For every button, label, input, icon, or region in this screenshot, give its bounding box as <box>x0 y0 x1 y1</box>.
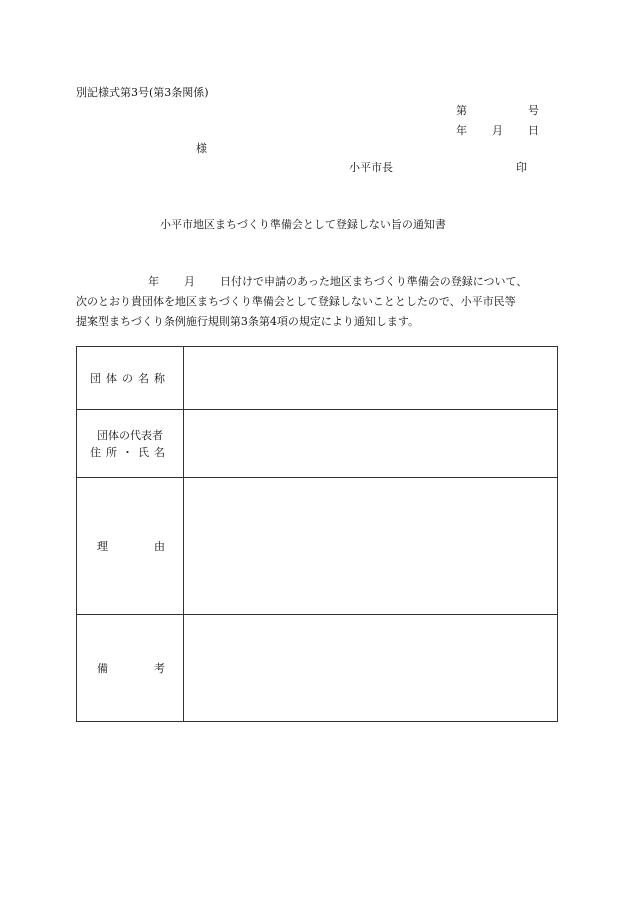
group-name-label-cell <box>77 347 184 410</box>
body-paragraph-line-3: 提案型まちづくり条例施行規則第3条第4項の規定により通知します。 <box>76 315 420 328</box>
remarks-label-cell <box>77 615 184 722</box>
notification-form-table <box>76 346 558 722</box>
table-row-remarks <box>77 615 558 722</box>
remarks-value-cell[interactable] <box>184 615 558 722</box>
body-paragraph-line-2: 次のとおり貴団体を地区まちづくり準備会として登録しないこととしたので、小平市民等 <box>76 295 516 308</box>
form-number: 別記様式第3号(第3条関係) <box>76 86 209 99</box>
issuer-name: 小平市長 <box>349 161 393 174</box>
group-name-value-cell[interactable] <box>184 347 558 410</box>
representative-label-line-1: 団体の代表者 <box>97 428 163 442</box>
table-row-representative <box>77 410 558 478</box>
reason-label <box>77 541 183 552</box>
recipient-honorific: 様 <box>196 142 207 155</box>
date-month-label: 月 <box>492 124 503 137</box>
reason-label-right: 由 <box>154 539 165 553</box>
group-name-label: 団体の名称 <box>90 371 170 385</box>
date-year-label: 年 <box>456 124 467 137</box>
seal-mark: 印 <box>516 161 527 174</box>
reason-label-left: 理 <box>97 539 108 553</box>
representative-label-line-2: 住所・氏名 <box>90 445 170 459</box>
table-row-reason <box>77 478 558 615</box>
body-line-1-text: 日付けで申請のあった地区まちづくり準備会の登録について、 <box>220 275 528 288</box>
document-title: 小平市地区まちづくり準備会として登録しない旨の通知書 <box>160 218 446 231</box>
remarks-label-right: 考 <box>154 661 165 675</box>
document-number-prefix: 第 <box>456 104 467 117</box>
representative-value-cell[interactable] <box>184 410 558 478</box>
document-number-suffix: 号 <box>528 104 539 117</box>
body-date-year-label: 年 <box>148 275 159 288</box>
representative-label-cell <box>77 410 184 478</box>
reason-label-cell <box>77 478 184 615</box>
date-day-label: 日 <box>528 124 539 137</box>
representative-label <box>90 427 170 461</box>
table-row-group-name <box>77 347 558 410</box>
reason-value-cell[interactable] <box>184 478 558 615</box>
remarks-label-left: 備 <box>97 661 108 675</box>
body-date-month-label: 月 <box>184 275 195 288</box>
remarks-label <box>77 663 183 674</box>
